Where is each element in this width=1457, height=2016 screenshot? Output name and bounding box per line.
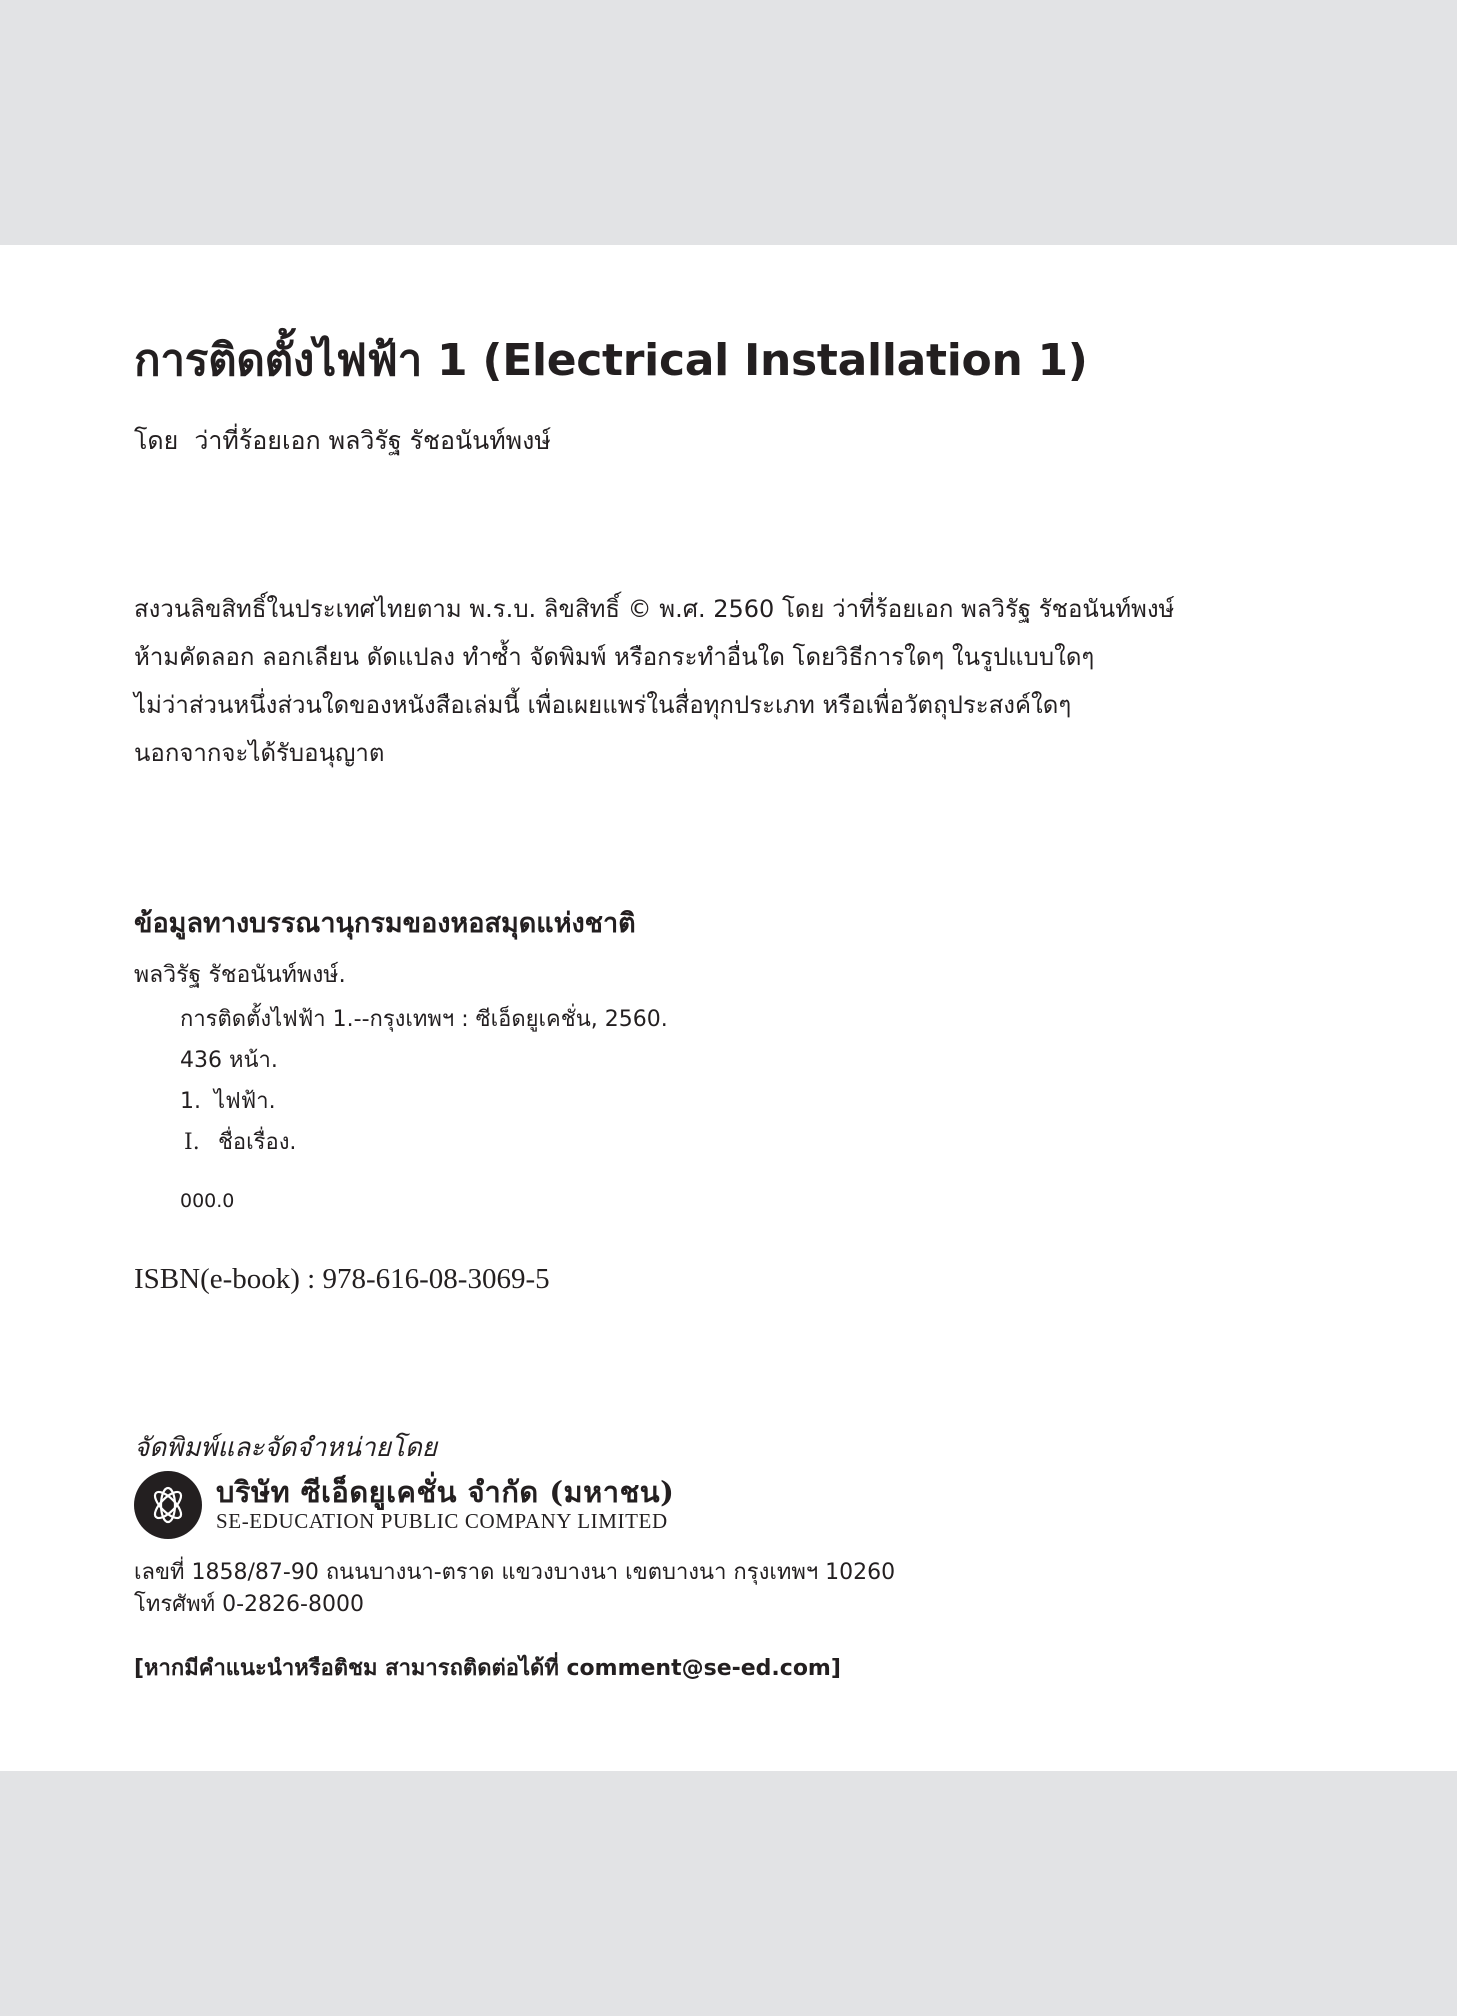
cip-subject xyxy=(180,1081,668,1122)
copyright-notice xyxy=(134,585,1174,777)
publisher-name-english: SE-EDUCATION PUBLIC COMPANY LIMITED xyxy=(216,1509,668,1533)
book-author-line xyxy=(134,421,551,461)
author-prefix: โดย xyxy=(134,426,179,455)
cip-title-entry xyxy=(180,1122,668,1163)
isbn: ISBN(e-book) : 978-616-08-3069-5 xyxy=(134,1263,550,1295)
publisher-name-thai: บริษัท ซีเอ็ดยูเคชั่น จำกัด (มหาชน) xyxy=(216,1475,675,1509)
book-page xyxy=(0,245,1457,1771)
copyright-line: นอกจากจะได้รับอนุญาต xyxy=(134,739,385,767)
cip-title-text: ชื่อเรื่อง. xyxy=(218,1130,297,1155)
author-name: ว่าที่ร้อยเอก พลวิรัฐ รัชอนันท์พงษ์ xyxy=(194,426,551,455)
publisher-contact xyxy=(134,1557,895,1621)
cip-author: พลวิรัฐ รัชอนันท์พงษ์. xyxy=(134,962,346,988)
publisher-label: จัดพิมพ์และจัดจำหน่ายโดย xyxy=(134,1433,437,1463)
cip-pages: 436 หน้า. xyxy=(180,1048,278,1073)
cip-title-number: I. xyxy=(184,1130,200,1155)
se-ed-atom-logo-icon xyxy=(134,1471,202,1539)
publisher-block xyxy=(134,1469,834,1539)
copyright-line: สงวนลิขสิทธิ์ในประเทศไทยตาม พ.ร.บ. ลิขสิทธิ์ © พ.ศ. 2560 โดย ว่าที่ร้อยเอก พลวิรัฐ รัชอนันท์พงษ์ xyxy=(134,595,1175,623)
cip-subject-text: ไฟฟ้า. xyxy=(214,1089,276,1114)
cip-classification: 000.0 xyxy=(180,1190,235,1212)
cip-imprint: การติดตั้งไฟฟ้า 1.--กรุงเทพฯ : ซีเอ็ดยูเคชั่น, 2560. xyxy=(180,1007,668,1032)
comment-contact: [หากมีคำแนะนำหรือติชม สามารถติดต่อได้ที่ comment@se-ed.com] xyxy=(134,1656,841,1681)
publisher-address: เลขที่ 1858/87-90 ถนนบางนา-ตราด แขวงบางนา เขตบางนา กรุงเทพฯ 10260 xyxy=(134,1560,896,1585)
copyright-line: ไม่ว่าส่วนหนึ่งส่วนใดของหนังสือเล่มนี้ เพื่อเผยแพร่ในสื่อทุกประเภท หรือเพื่อวัตถุประสงค์ใดๆ xyxy=(134,691,1072,719)
cip-details xyxy=(180,999,668,1163)
publisher-phone: โทรศัพท์ 0-2826-8000 xyxy=(134,1592,364,1617)
cip-subject-number: 1. xyxy=(180,1089,201,1114)
book-title: การติดตั้งไฟฟ้า 1 (Electrical Installation 1) xyxy=(134,335,1088,386)
copyright-line: ห้ามคัดลอก ลอกเลียน ดัดแปลง ทำซ้ำ จัดพิมพ์ หรือกระทำอื่นใด โดยวิธีการใดๆ ในรูปแบบใดๆ xyxy=(134,643,1095,671)
cip-heading: ข้อมูลทางบรรณานุกรมของหอสมุดแห่งชาติ xyxy=(134,908,636,939)
